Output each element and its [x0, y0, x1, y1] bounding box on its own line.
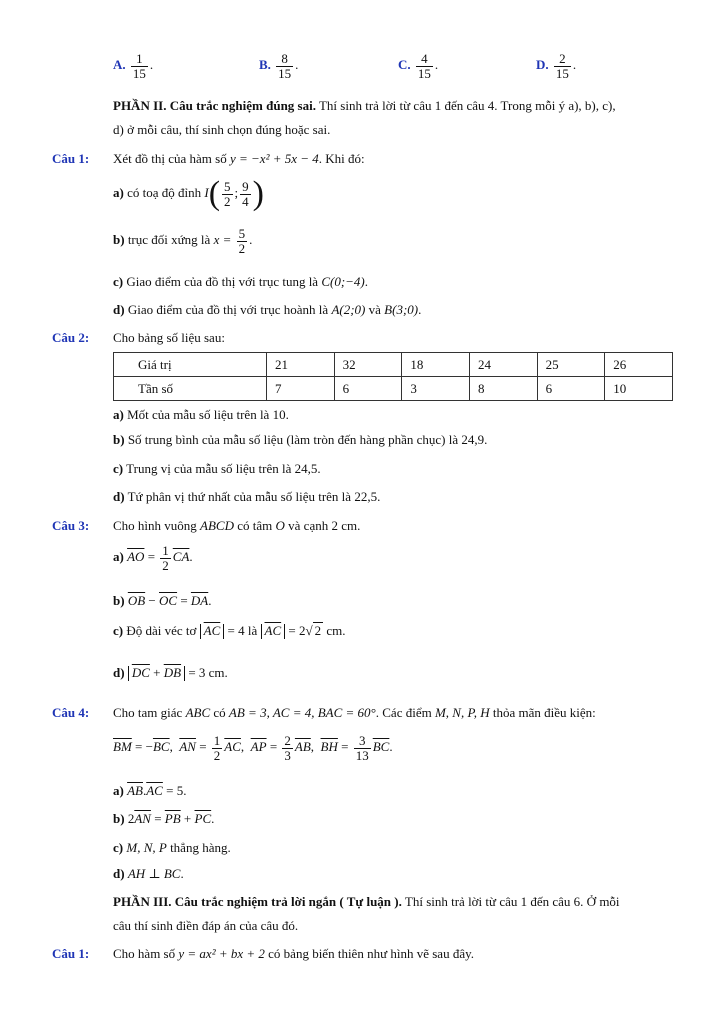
- question-number: Câu 4:: [52, 705, 90, 720]
- q2-option-b: b) Số trung bình của mẫu số liệu (làm tròn đến hàng phần chục) là 24,9.: [113, 432, 488, 447]
- q3-stem: Cho hình vuông ABCD có tâm O và cạnh 2 cm.: [113, 518, 361, 533]
- table-cell: 21: [267, 353, 335, 377]
- table-header-cell: Giá trị: [114, 353, 267, 377]
- choice-d: D. $\frac{2}{15}$ .: [536, 51, 577, 81]
- choice-a: A. $\frac{1}{15}$ .: [113, 51, 154, 81]
- table-cell: 32: [334, 353, 402, 377]
- question-number: Câu 1:: [52, 946, 90, 961]
- table-cell: 6: [537, 377, 605, 401]
- q4-option-b: b) $2\overline{AN} = \overline{PB} + \overline{PC}$.: [113, 811, 215, 826]
- part3-q1-stem: Cho hàm số y = ax² + bx + 2 có bảng biến thiên như hình vẽ sau đây.: [113, 946, 475, 961]
- table-cell: 24: [469, 353, 537, 377]
- q3-option-d: d) $\overline{DC} + \overline{DB} = 3$ cm.: [113, 665, 228, 680]
- table-cell: 10: [605, 377, 673, 401]
- q4-stem: Cho tam giác ABC có AB = 3, AC = 4, BAC = 60°. Các điểm M, N, P, H thỏa mãn điều kiện:: [113, 705, 596, 720]
- q1-option-b: b) trục đối xứng là x = $\frac{5}{2}$ .: [113, 226, 253, 256]
- q3-option-c: c) Độ dài véc tơ $\overline{AC} = 4$ là $\overline{AC} = 2√$ 2 cm.: [113, 623, 346, 638]
- question-number: Câu 1:: [52, 151, 90, 166]
- q2-option-c: c) Trung vị của mẫu số liệu trên là 24,5.: [113, 461, 321, 476]
- q4-option-a: a) $\overline{AB}.\overline{AC} = 5$.: [113, 783, 187, 798]
- frequency-table: [113, 352, 673, 401]
- q1-option-a: a) có toạ độ đỉnh I( $\frac{5}{2}$ ; $\frac{9}{4}$ ): [113, 175, 264, 212]
- table-cell: 18: [402, 353, 470, 377]
- table-cell: 8: [469, 377, 537, 401]
- table-cell: 26: [605, 353, 673, 377]
- q3-option-b: b) $\overline{OB} - \overline{OC} = \overline{DA}$.: [113, 593, 212, 608]
- q2-stem: Cho bảng số liệu sau:: [113, 330, 225, 345]
- question-number: Câu 3:: [52, 518, 90, 533]
- table-cell: 25: [537, 353, 605, 377]
- q1-stem: Xét đồ thị của hàm số y = −x² + 5x − 4. Khi đó:: [113, 151, 365, 166]
- q2-option-a: a) Mốt của mẫu số liệu trên là 10.: [113, 407, 289, 422]
- q1-option-c: c) Giao điểm của đồ thị với trục tung là C(0;−4).: [113, 274, 369, 289]
- table-cell: 6: [334, 377, 402, 401]
- table-row: [114, 377, 673, 401]
- q3-option-a: a) $\overline{AO}$ = $\frac{1}{2}$ $\overline{CA}$.: [113, 543, 193, 573]
- choice-c: C. $\frac{4}{15}$ .: [398, 51, 439, 81]
- question-number: Câu 2:: [52, 330, 90, 345]
- q4-conditions: $\overline{BM} = -\overline{BC}$, $\overline{AN}$ = $\frac{1}{2}$ $\overline{AC}$, $\overline{AP}$ = $\frac{2}{3}$ $\overline{AB}$, $\overline{BH}$ = $\frac{3}{13}$ $\overline{BC}$.: [113, 733, 393, 763]
- q4-option-c: c) M, N, P thẳng hàng.: [113, 840, 231, 855]
- q2-option-d: d) Tứ phân vị thứ nhất của mẫu số liệu trên là 22,5.: [113, 489, 381, 504]
- table-header-cell: Tần số: [114, 377, 267, 401]
- table-cell: 3: [402, 377, 470, 401]
- q4-option-d: d) AH ⊥ BC.: [113, 866, 184, 881]
- part2-heading: PHẦN II. Câu trắc nghiệm đúng sai. Thí sinh trả lời từ câu 1 đến câu 4. Trong mỗi ý a), b), c),: [113, 98, 616, 113]
- table-cell: 7: [267, 377, 335, 401]
- part2-heading-line2: d) ở mỗi câu, thí sinh chọn đúng hoặc sai.: [113, 122, 331, 137]
- q1-option-d: d) Giao điểm của đồ thị với trục hoành là A(2;0) và B(3;0).: [113, 302, 422, 317]
- part3-heading: PHẦN III. Câu trắc nghiệm trả lời ngắn ( Tự luận ). Thí sinh trả lời từ câu 1 đến câu 6. Ở mỗi: [113, 894, 620, 909]
- table-row: [114, 353, 673, 377]
- part3-heading-line2: câu thí sinh điền đáp án của câu đó.: [113, 918, 299, 933]
- choice-b: B. $\frac{8}{15}$ .: [259, 51, 299, 81]
